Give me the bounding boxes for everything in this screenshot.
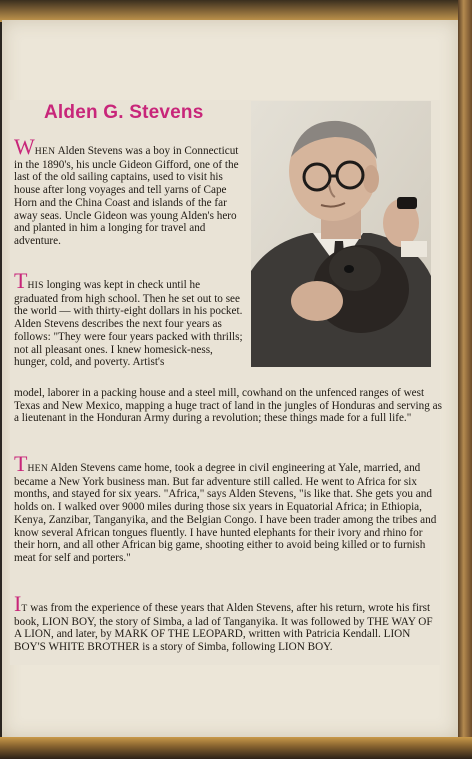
paragraph-travels-continued xyxy=(14,387,442,425)
author-photo xyxy=(251,101,431,367)
author-portrait-image xyxy=(251,101,431,367)
drop-cap: T xyxy=(14,451,28,476)
lead-in-smallcaps: HEN xyxy=(27,463,49,474)
book-spine xyxy=(458,0,472,759)
drop-cap: T xyxy=(14,268,28,293)
drop-cap: W xyxy=(14,134,35,159)
drop-cap: I xyxy=(14,591,22,616)
paragraph-books xyxy=(14,591,442,654)
paragraph-text: Alden Stevens was a boy in Connecticut in the 1890's, his uncle Gideon Gifford, one of the last of the old sailing captains, used to visit his house after long voyages and tell yarns of Cape Horn and the China Coast and islands of the far away seas. Uncle Gideon was young Alden's hero and planted in him a longing for travel and adventure. xyxy=(14,145,239,247)
lead-in-smallcaps: T xyxy=(21,603,28,614)
lead-in-smallcaps: HIS xyxy=(27,280,44,291)
paragraph-text: longing was kept in check until he graduated from high school. Then he set out to see the world — with thirty-eight dollars in his pocket. Alden Stevens describes the next four years as follows: "They were four years packed with thrills; not all pleasant ones. I knew homesick-ness, hunger, cold, and poverty. Artist's xyxy=(14,279,243,369)
paragraph-text: model, laborer in a packing house and a steel mill, cowhand on the unfenced ranges of west Texas and New Mexico, mapping a huge tract of land in the jungles of Honduras and serving as a lieutenant in the Honduran Army during a revolution; these things made for a full life." xyxy=(14,387,442,425)
paragraph-africa xyxy=(14,451,442,565)
lead-in-smallcaps: HEN xyxy=(34,146,56,157)
paragraph-text: was from the experience of these years that Alden Stevens, after his return, wrote his first book, LION BOY, the story of Simba, a lad of Tanganyika. It was followed by THE WAY OF A LION, and later, by MARK OF THE LEOPARD, written with Patricia Kendall. LION BOY'S WHITE BROTHER is a story of Simba, following LION BOY. xyxy=(14,602,433,654)
article-title: Alden G. Stevens xyxy=(44,102,204,123)
book-edge-top xyxy=(0,0,472,22)
paragraph-childhood xyxy=(14,134,246,248)
paragraph-travels-start xyxy=(14,268,246,369)
book-edge-bottom xyxy=(0,737,472,759)
paragraph-text: Alden Stevens came home, took a degree in civil engineering at Yale, married, and became a New York business man. But far adventure still called. He went to Africa for six months, and stayed for six years. "Africa," says Alden Stevens, "is like that. She gets you and holds on. I walked over 9000 miles during those six years in Equatorial Africa; in Ethiopia, Kenya, Zanzibar, Tanganyika, and the Belgian Congo. I have been trader among the tribes and know several African tongues fluently. I have hunted elephants for their ivory and rhino for their horn, and all other African big game, shooting either to avoid being killed or to furnish meat for self and porters." xyxy=(14,462,437,564)
